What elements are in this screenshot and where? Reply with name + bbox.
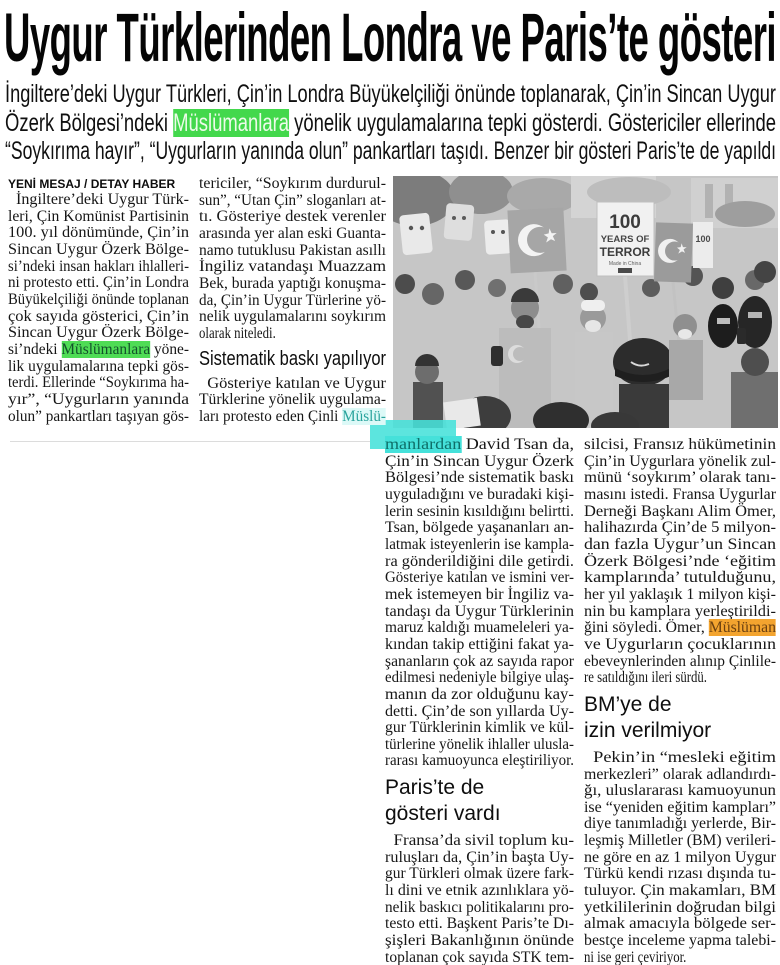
- text-segment: 100. yıl dönümünde, Çin’in: [8, 224, 189, 242]
- text-segment: namo tutuklusu Pakistan asıllı: [199, 241, 386, 259]
- text-line: [584, 783, 776, 800]
- text-line: [385, 637, 574, 654]
- text-line: [584, 916, 776, 933]
- text-segment: Sincan Uygur Özerk Bölge-: [8, 324, 189, 342]
- partial-sign: [693, 222, 713, 268]
- text-line: [385, 620, 574, 637]
- text-line: [584, 767, 776, 784]
- crosshead-text-line2: izin verilmiyor: [584, 718, 712, 742]
- text-line: [385, 704, 574, 721]
- text-line: [199, 309, 386, 326]
- text-segment: lerin sesinin kısıldığını belirtti.: [385, 502, 575, 520]
- text-segment: “Soykırıma hayır”, “Uygurların yanında olun” pankartları taşıdı. Benzer bir gösteri Paris’te de yapıldı: [5, 137, 777, 165]
- text-line: [385, 670, 574, 687]
- text-segment: Türklerine yönelik uygulama-: [199, 391, 387, 409]
- text-line: [199, 326, 276, 343]
- text-line: [385, 537, 574, 554]
- text-segment: ve Uygurların çocuklarının: [584, 635, 776, 653]
- text-segment: türlerine yönelik ihlaller ulusla-: [385, 735, 574, 753]
- text-segment: Gösteriye katılan ve ismini ver-: [385, 569, 575, 587]
- headline: [4, 0, 776, 78]
- text-segment: lı dini ve etnik azınlıklara yö-: [385, 882, 574, 900]
- text-segment: kından takip ettiğini fakat ya-: [385, 635, 574, 653]
- text-line: [584, 850, 776, 867]
- text-line: [385, 687, 574, 704]
- text-line: [584, 883, 776, 900]
- text-line: [199, 392, 386, 409]
- text-segment: yöne-: [150, 340, 190, 358]
- sign-line-years-of: YEARS OF: [600, 234, 650, 245]
- column-2-paragraph-2: [199, 376, 386, 426]
- text-line: [584, 950, 686, 965]
- text-segment: terdi. Ellerinde “Soykırıma ha-: [8, 374, 189, 392]
- text-segment: Türkü kendi rızası dışında tu-: [584, 865, 777, 883]
- text-segment: nelik uygulamalarını soykırım: [199, 308, 387, 326]
- text-segment: Bek, burada yaptığı konuşma-: [199, 274, 387, 292]
- text-line: [8, 359, 189, 376]
- column-1: [8, 176, 189, 425]
- text-segment: leri, Çin Komünist Partisinin: [8, 207, 190, 225]
- text-line: [385, 883, 574, 900]
- text-line: [584, 900, 776, 917]
- text-line: [199, 259, 386, 276]
- text-line: [199, 226, 386, 243]
- text-line: [385, 916, 574, 933]
- text-segment: tandaşı da Uygur Türklerinin: [385, 602, 574, 620]
- standfirst: [5, 80, 776, 166]
- text-line: [385, 753, 574, 770]
- text-segment: halihazırda Çin’de 5 milyon-: [584, 519, 777, 537]
- text-line: [199, 193, 386, 210]
- text-segment: almak amacıyla bölgede ser-: [584, 915, 777, 933]
- column-3-paragraph-1: [385, 437, 574, 770]
- text-segment: merkezleri” olarak adlandırdı-: [584, 765, 777, 783]
- sign-line-terror: TERROR: [599, 245, 651, 259]
- text-segment: manın da zor olduğunu kay-: [385, 685, 574, 703]
- text-segment: arasında yer alan eski Guanta-: [199, 224, 387, 242]
- crosshead-text-line1: Paris’te de: [385, 776, 485, 800]
- text-line: [385, 520, 574, 537]
- text-segment: İngiltere’deki Uygur Türkleri, Çin’in Londra Büyükelçiliği önünde toplanarak, Çin’in Sincan Uygur: [5, 80, 776, 108]
- text-line: [584, 470, 776, 487]
- column-bottom-divider: [10, 441, 370, 442]
- text-line: [385, 604, 574, 621]
- text-segment: maruz kaldığı muameleleri ya-: [385, 619, 574, 637]
- text-line: [385, 454, 574, 471]
- text-line: [385, 437, 574, 454]
- text-line: [385, 737, 574, 754]
- headline-text: Uygur Türklerinden Londra ve Paris’te gösteri: [4, 0, 777, 76]
- highlight-green: Müslümanlara: [61, 340, 151, 358]
- terror-sign: [597, 202, 654, 276]
- text-line: [8, 292, 189, 309]
- text-line: [584, 620, 776, 637]
- crosshead-paris: [385, 775, 574, 827]
- text-segment: si’ndeki insan hakları ihlalleri-: [8, 257, 190, 275]
- text-line: [8, 225, 189, 242]
- column-4-paragraph-2: [584, 750, 776, 965]
- text-segment: lik uygulamalarına tepki gös-: [8, 357, 189, 375]
- text-segment: İngiliz vatandaşı Muazzam: [199, 258, 387, 276]
- text-line: [584, 866, 776, 883]
- text-line: [385, 866, 574, 883]
- text-line: [8, 209, 189, 226]
- text-segment: şişleri Bakanlığının önünde: [385, 932, 575, 950]
- text-segment: Bölgesi’nde sistematik baskı: [385, 469, 575, 487]
- text-line: [584, 537, 776, 554]
- text-line: [8, 275, 189, 292]
- text-segment: Özerk Bölgesi’ndeki: [5, 108, 174, 137]
- text-segment: Derneği Başkanı Alim Ömer,: [584, 502, 776, 520]
- text-segment: ra gönderildiğini dile getirdi.: [385, 552, 575, 570]
- text-segment: yetkililerinin doğrudan bilgi: [584, 898, 777, 916]
- text-line: [385, 587, 574, 604]
- text-segment: ruluşları da, Çin’in başta Uy-: [385, 848, 575, 866]
- text-line: [584, 670, 707, 687]
- text-segment: ğini söyledi. Ömer,: [584, 619, 709, 637]
- column-2-paragraph-1: [199, 176, 386, 343]
- crosshead-sistematik: [199, 347, 386, 372]
- text-segment: Pekin’in “mesleki eğitim: [584, 748, 777, 766]
- text-line: [385, 850, 574, 867]
- text-line: [5, 137, 776, 166]
- text-segment: masını istedi. Fransa Uygurlar: [584, 485, 777, 503]
- crosshead-text-line2: gösteri vardı: [385, 802, 501, 826]
- text-segment: Fransa’da sivil toplum ku-: [385, 832, 574, 850]
- text-segment: kamplarında’ tutulduğunu,: [584, 569, 777, 587]
- text-segment: leşmiş Milletler (BM) verileri-: [584, 832, 776, 850]
- text-segment: Çin’in Sincan Uygur Özerk: [385, 452, 575, 470]
- text-line: [584, 933, 776, 950]
- column-4-paragraph-1: [584, 437, 776, 687]
- text-line: [8, 242, 189, 259]
- text-segment: latmak isteyenlerin ise kampla-: [385, 535, 574, 553]
- text-line: [199, 243, 386, 260]
- text-segment: münü ‘soykırım’ olarak tanı-: [584, 469, 777, 487]
- highlight-cyan-text: Müslü-: [342, 407, 386, 425]
- text-line: [584, 637, 776, 654]
- text-line: [584, 487, 776, 504]
- highlight-green-head: Müslümanlara: [173, 108, 289, 137]
- text-segment: dan fazla Uygur’un Sincan: [584, 535, 776, 553]
- text-segment: Çin’in Uygurlara yönelik zul-: [584, 452, 776, 470]
- text-segment: yönelik uygulamalarına tepki gösterdi. Göstericiler ellerinde: [288, 108, 776, 137]
- crosshead-bm: [584, 692, 776, 744]
- text-line: [385, 570, 574, 587]
- column-3: [385, 437, 574, 965]
- text-segment: testo etti. Başkent Paris’te Dı-: [385, 915, 574, 933]
- text-segment: tericiler, “Soykırım durdurul-: [199, 175, 386, 192]
- text-line: [8, 409, 189, 426]
- text-segment: şananların çok az sayıda rapor: [385, 652, 575, 670]
- text-segment: Özerk Bölgesi’nde ‘eğitim: [584, 552, 777, 570]
- column-4: [584, 437, 776, 965]
- text-line: [385, 833, 574, 850]
- text-line: [584, 833, 776, 850]
- text-line: [8, 309, 189, 326]
- text-line: [584, 604, 776, 621]
- text-segment: Gösteriye katılan ve Uygur: [199, 374, 387, 392]
- text-segment: Sincan Uygur Özerk Bölge-: [8, 240, 189, 258]
- text-segment: rarası kamuoyunca eleştiriliyor.: [385, 752, 574, 770]
- sign-line-100: 100: [609, 212, 641, 233]
- text-line: [199, 376, 386, 393]
- crosshead-text: Sistematik baskı yapılıyor: [199, 347, 387, 370]
- column-3-paragraph-2: [385, 833, 574, 965]
- text-segment: gur Türklerinin kimlik ve kül-: [385, 719, 575, 737]
- text-segment: re satıldığını ileri sürdü.: [584, 669, 707, 687]
- sign-badge-made-in-china: Made in China: [608, 261, 642, 267]
- column-2: [199, 176, 386, 426]
- text-segment: olun” pankartları taşıyan gös-: [8, 407, 189, 425]
- text-segment: ları protesto eden Çinli: [199, 407, 343, 425]
- text-segment: David Tsan da,: [461, 436, 575, 453]
- text-line: [584, 816, 776, 833]
- text-segment: toplanan çok sayıda STK tem-: [385, 948, 575, 965]
- text-line: [8, 342, 189, 359]
- text-segment: Büyükelçiliği önünde toplanan: [8, 290, 190, 308]
- text-segment: ni protesto etti. Çin’in Londra: [8, 274, 189, 292]
- text-line: [584, 520, 776, 537]
- text-line: [8, 392, 189, 409]
- crescent-placard-left: [507, 208, 566, 274]
- text-line: [584, 554, 776, 571]
- text-line: [199, 409, 386, 426]
- text-segment: tuluyor. Çin makamları, BM: [584, 882, 776, 900]
- text-line: [199, 293, 386, 310]
- text-segment: nin bu kamplara yerleştirildi-: [584, 602, 777, 620]
- text-line: [5, 80, 776, 109]
- highlight-cyan: manlardan: [385, 436, 462, 453]
- text-line: [584, 437, 776, 454]
- text-segment: ise “yeniden eğitim kampları”: [584, 798, 777, 816]
- text-segment: ne göre en az 1 milyon Uygur: [584, 848, 776, 866]
- text-line: [584, 454, 776, 471]
- text-segment: ebeveynlerinden alınıp Çinlile-: [584, 652, 777, 670]
- text-segment: ğı, uluslararası kamuoyunun: [584, 782, 777, 800]
- text-line: [8, 192, 189, 209]
- text-line: [385, 487, 574, 504]
- sign-partial-100: 100: [695, 234, 711, 244]
- text-segment: bestçe inceleme yapma talebi-: [584, 932, 776, 950]
- text-line: [8, 259, 189, 276]
- highlight-orange: Müslüman: [708, 619, 776, 637]
- text-segment: diye tanımladığı yerlerde, Bir-: [584, 815, 777, 833]
- text-line: [8, 375, 189, 392]
- text-segment: da, Çin’in Uygur Türlerine yö-: [199, 291, 386, 309]
- text-segment: ni ise geri çeviriyor.: [584, 948, 687, 965]
- text-line: [385, 504, 574, 521]
- text-segment: İngiltere’deki Uygur Türk-: [8, 191, 189, 208]
- text-line: [385, 554, 574, 571]
- byline: YENİ MESAJ / DETAY HABER: [8, 177, 176, 191]
- column-1-paragraph: [8, 192, 189, 425]
- text-line: [584, 750, 776, 767]
- text-segment: olarak niteledi.: [199, 324, 276, 342]
- text-line: [199, 276, 386, 293]
- text-line: [385, 654, 574, 671]
- text-segment: si’ndeki: [8, 340, 62, 358]
- text-segment: yır”, “Uygurların yanında: [8, 390, 189, 408]
- crosshead-text-line1: BM’ye de: [584, 692, 672, 716]
- text-line: [584, 587, 776, 604]
- text-segment: çok sayıda gösterici, Çin’in: [8, 307, 190, 325]
- text-line: [584, 570, 776, 587]
- text-line: [8, 325, 189, 342]
- text-line: [199, 209, 386, 226]
- text-segment: mek istemeyen bir İngiliz va-: [385, 585, 574, 603]
- text-line: [199, 176, 386, 193]
- text-segment: her yıl yaklaşık 1 milyon kişi-: [584, 585, 776, 603]
- text-segment: tı. Gösteriye destek verenler: [199, 208, 386, 226]
- text-segment: edilmesi nedeniyle bilgiye ulaş-: [385, 669, 575, 687]
- text-segment: uyguladığını ve buradaki kişi-: [385, 485, 575, 503]
- text-line: [385, 720, 574, 737]
- text-segment: sun”, “Utan Çin” sloganları at-: [199, 191, 387, 209]
- text-line: [584, 504, 776, 521]
- text-line: [385, 470, 574, 487]
- text-line: [385, 950, 574, 965]
- text-line: [5, 109, 776, 138]
- text-line: [385, 900, 574, 917]
- text-line: [385, 933, 574, 950]
- text-segment: gur Türkleri olmak üzere fark-: [385, 865, 575, 883]
- text-segment: detti. Çin’de son yıllarda Uy-: [385, 702, 575, 720]
- crescent-placard-right: [654, 222, 693, 282]
- text-segment: silcisi, Fransız hükümetinin: [584, 436, 776, 453]
- text-segment: Tsan, bölgede yaşananları an-: [385, 519, 574, 537]
- text-line: [584, 654, 776, 671]
- text-segment: nelik baskıcı politikalarını pro-: [385, 898, 574, 916]
- text-line: [584, 800, 776, 817]
- protest-photo: [393, 176, 778, 428]
